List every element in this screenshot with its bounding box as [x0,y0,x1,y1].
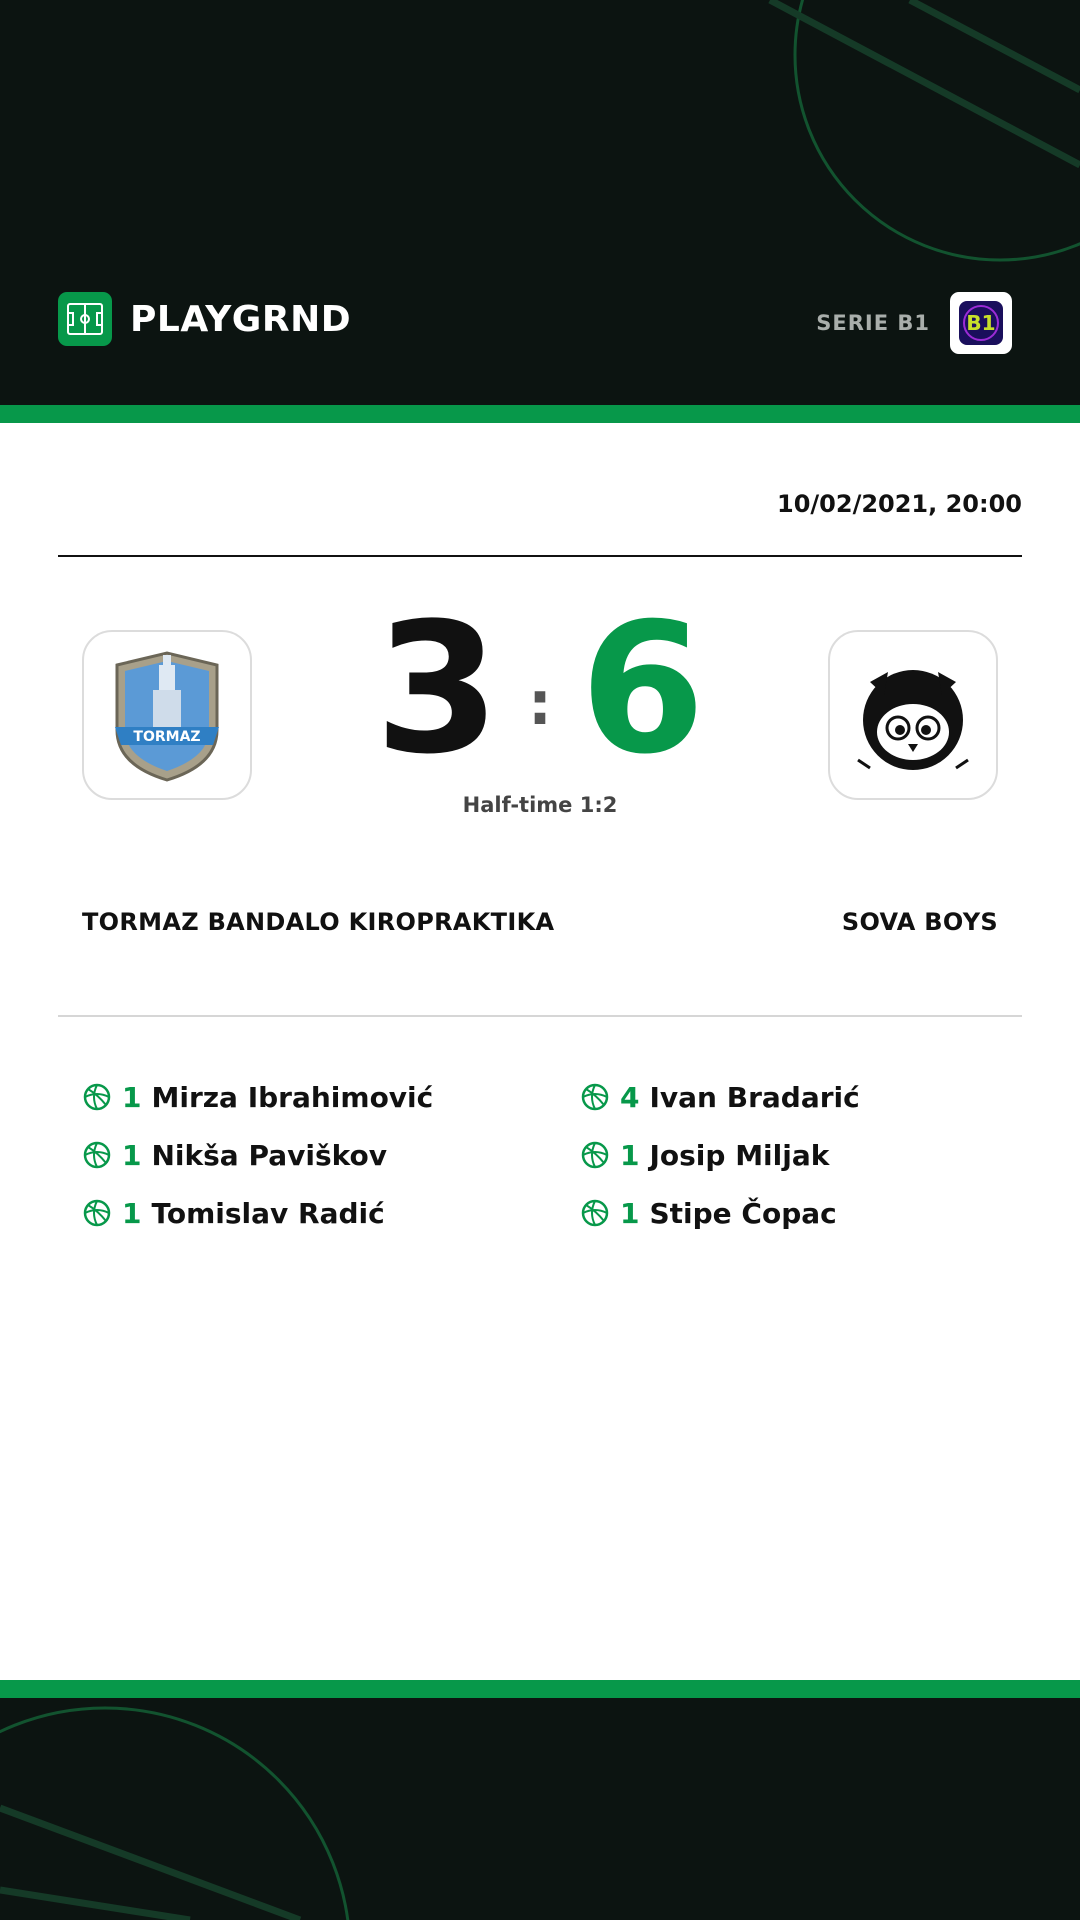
ball-icon [82,1198,112,1228]
player-name: Mirza Ibrahimović [151,1080,434,1114]
league-name: SERIE B1 [816,311,930,335]
list-item [580,1068,860,1126]
league-badge-text: B1 [966,311,996,335]
ball-icon [580,1082,610,1112]
home-team-name: TORMAZ BANDALO KIROPRAKTIKA [82,908,555,936]
league-badge-icon [950,292,1012,354]
home-score: 3 [374,585,500,794]
away-team-crest [828,630,998,800]
header-band [0,0,1080,405]
field-icon [58,292,112,346]
player-name: Tomislav Radić [151,1196,385,1230]
brand [58,292,351,346]
player-name: Ivan Bradarić [649,1080,860,1114]
ball-icon [82,1140,112,1170]
away-score: 6 [580,585,706,794]
match-datetime: 10/02/2021, 20:00 [777,490,1022,518]
goal-count: 1 [620,1196,640,1230]
ball-icon [82,1082,112,1112]
goal-count: 1 [620,1138,640,1172]
home-scorers-list [82,1068,433,1242]
halftime-score: Half-time 1:2 [462,793,618,817]
footer-band [0,1698,1080,1920]
list-item [82,1184,433,1242]
divider [58,1015,1022,1017]
player-name: Stipe Čopac [649,1196,837,1230]
goal-count: 1 [122,1138,142,1172]
ball-icon [580,1198,610,1228]
player-name: Nikša Paviškov [151,1138,387,1172]
divider [58,555,1022,557]
player-name: Josip Miljak [649,1138,830,1172]
brand-name: PLAYGRND [130,298,352,340]
accent-strip-top [0,405,1080,423]
list-item [82,1126,433,1184]
list-item [82,1068,433,1126]
goal-count: 1 [122,1196,142,1230]
score-separator: : [528,669,552,739]
list-item [580,1184,860,1242]
list-item [580,1126,860,1184]
home-crest-text: TORMAZ [133,729,201,745]
goal-count: 4 [620,1080,640,1114]
goal-count: 1 [122,1080,142,1114]
away-scorers-list [580,1068,860,1242]
league [816,292,1012,354]
away-team-name: SOVA BOYS [841,908,998,936]
accent-strip-bottom [0,1680,1080,1698]
pitch-lines-decoration [0,1698,1080,1920]
ball-icon [580,1140,610,1170]
